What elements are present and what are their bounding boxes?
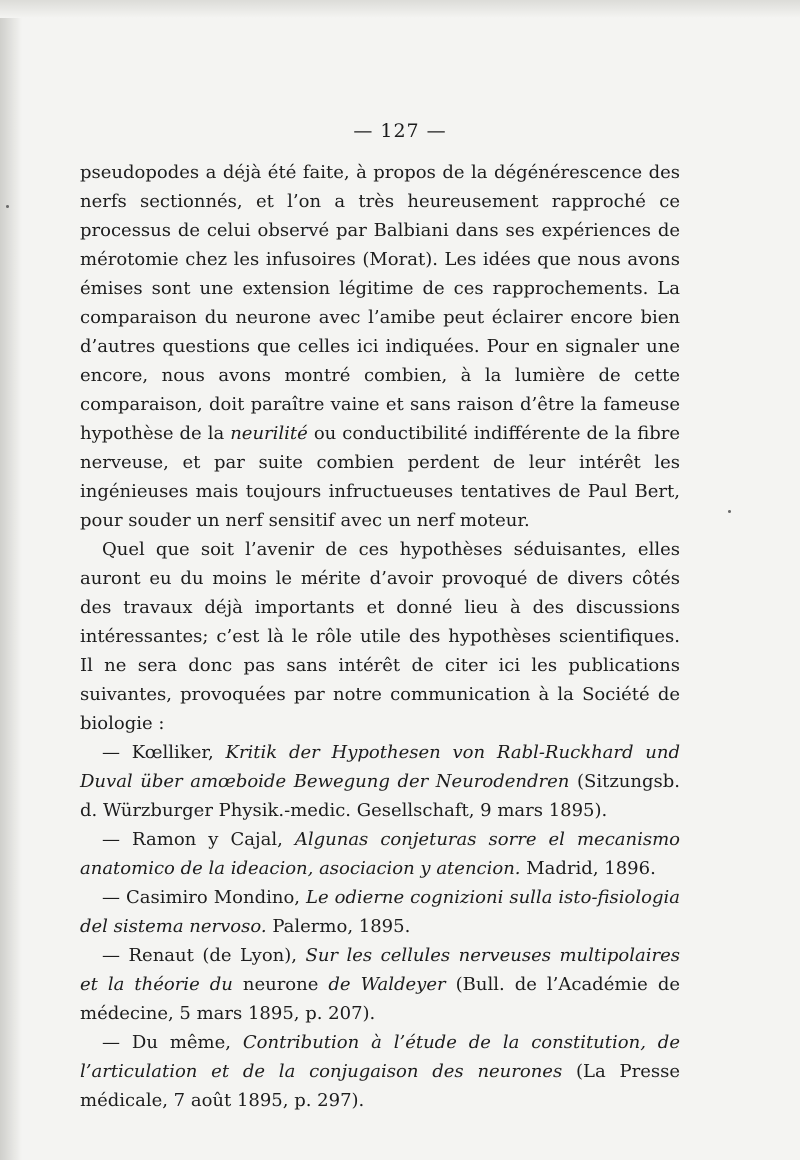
- paper-speck: [728, 510, 731, 513]
- paragraph: Quel que soit l’avenir de ces hypothèses séduisantes, elles auront eu du moins le mérite d’avoir provoqué de divers côtés des travaux déjà importants et donné lieu à des discussions intéressantes; c’est là le rôle utile des hypothèses scientifiques. Il ne sera donc pas sans intérêt de citer ici les publications suivantes, provoquées par notre communication à la Société de biologie :: [80, 539, 680, 734]
- reference-entry: [80, 941, 680, 1028]
- reference-title: de Waldeyer: [328, 974, 446, 995]
- reference-details: (Bull. de l’Académie de médecine, 5 mars 1895, p. 207).: [80, 974, 681, 1024]
- page-number: — 127 —: [353, 120, 447, 142]
- reference-details: (Sitzungsb. d. Würzburger Physik.-medic. Gesellschaft, 9 mars 1895).: [80, 771, 680, 821]
- paragraph-text: pseudopodes a déjà été faite, à propos de la dégénérescence des nerfs sectionnés, et l’on a très heureusement rapproché ce processus de celui observé par Balbiani dans ses expériences de mérotomie chez les infusoires (Morat). Les idées que nous avons émises sont une extension légitime de ces rapprochements. La comparaison du neurone avec l’amibe peut éclairer encore bien d’autres questions que celles ici indiquées. Pour en signaler une encore, nous avons montré combien, à la lumière de cette comparaison, doit paraître vaine et sans raison d’être la fameuse hypothèse de la: [80, 162, 680, 444]
- body-text: [80, 158, 680, 1115]
- reference-author: — Ramon y Cajal,: [102, 829, 295, 850]
- reference-author: — Renaut (de Lyon),: [102, 945, 306, 966]
- reference-title: Algunas conjeturas sorre el mecanismo anatomico de la ideacion, asociacion y atencion.: [80, 829, 680, 879]
- reference-title: Le odierne cognizioni sulla isto-fisiologia del sistema nervoso.: [80, 887, 680, 937]
- page-edge-shadow: [0, 0, 22, 1160]
- emphasis-term: neurilité: [230, 423, 308, 444]
- reference-details: Madrid, 1896.: [520, 858, 656, 879]
- reference-entry: [80, 1028, 680, 1115]
- reference-text: neurone: [232, 974, 329, 995]
- reference-details: Palermo, 1895.: [266, 916, 411, 937]
- reference-entry: [80, 825, 680, 883]
- reference-entry: [80, 738, 680, 825]
- paragraph-text: ou conductibilité indifférente de la fibre nerveuse, et par suite combien perdent de leur intérêt les ingénieuses mais toujours infructueuses tentatives de Paul Bert, pour souder un nerf sensitif avec un nerf moteur.: [80, 423, 680, 531]
- reference-title: Contribution à l’étude de la constitution, de l’articulation et de la conjugaison des neurones: [80, 1032, 680, 1082]
- reference-title: Kritik der Hypothesen von Rabl-Ruckhard und Duval über amœboide Bewegung der Neurodendren: [80, 742, 680, 792]
- page-top-shadow: [0, 0, 800, 18]
- paper-speck: [6, 205, 9, 208]
- reference-title: Sur les cellules nerveuses multipolaires et la théorie du: [80, 945, 680, 995]
- reference-author: — Kœlliker,: [102, 742, 226, 763]
- paragraph-continuation: [80, 158, 680, 535]
- reference-author: — Casimiro Mondino,: [102, 887, 306, 908]
- reference-details: (La Presse médicale, 7 août 1895, p. 297).: [80, 1061, 680, 1111]
- reference-entry: [80, 883, 680, 941]
- reference-author: — Du même,: [102, 1032, 243, 1053]
